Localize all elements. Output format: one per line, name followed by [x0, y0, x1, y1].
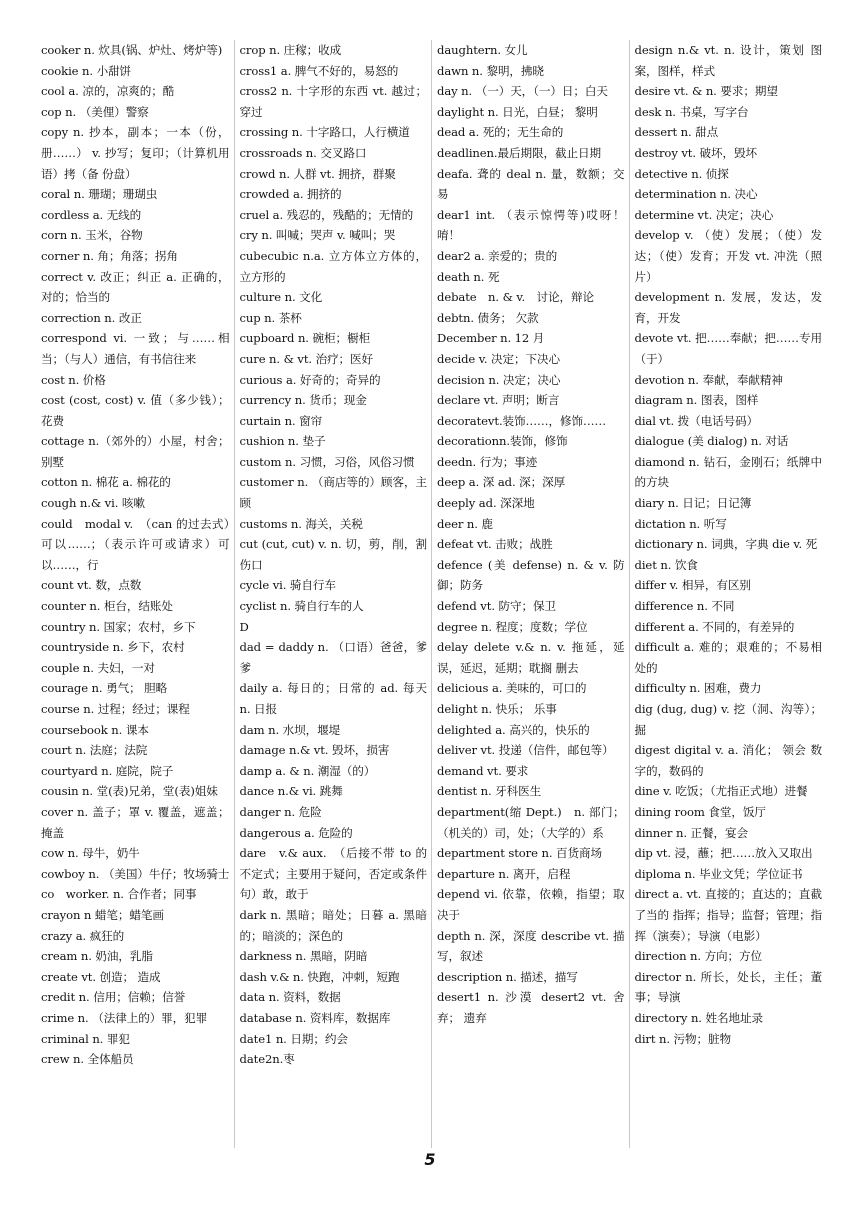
vocab-entry: curious a. 好奇的；奇异的 — [239, 372, 381, 387]
vocab-entry: cookie n. 小甜饼 — [41, 63, 132, 78]
vocab-entry: dare v.& aux. （后接不带 to 的不定式；主要用于疑问，否定或条件句）敢，敢于 — [239, 846, 427, 902]
vocab-entry: damp a. & n. 潮湿（的） — [239, 763, 376, 778]
vocab-entry: daughtern. 女儿 — [437, 43, 528, 57]
vocab-entry: crowded a. 拥挤的 — [239, 187, 342, 202]
vocab-entry: database n. 资料库，数据库 — [239, 1010, 391, 1025]
vocab-entry: department(缩 Dept.) n. 部门；（机关的）司，处；（大学的）系 — [437, 804, 625, 840]
vocab-entry: country n. 国家；农村，乡下 — [41, 619, 196, 634]
vocab-entry: deliver vt. 投递（信件，邮包等） — [437, 743, 614, 758]
vocab-entry: correction n. 改正 — [41, 310, 142, 325]
vocab-entry: crime n. （法律上的）罪，犯罪 — [41, 1010, 208, 1025]
vocab-entry: deep a. 深 ad. 深；深厚 — [437, 475, 566, 490]
vocab-entry: dessert n. 甜点 — [634, 125, 719, 140]
vocab-entry: cycle vi. 骑自行车 — [239, 578, 336, 593]
vocab-entry: corn n. 玉米，谷物 — [41, 228, 143, 243]
vocab-entry: crayon n 蜡笔；蜡笔画 — [41, 907, 164, 922]
vocab-entry: delay delete v.& n. v. 拖延，延误，延迟，延期；耽搁 删去 — [437, 640, 625, 675]
vocab-entry: count vt. 数，点数 — [41, 578, 142, 593]
vocab-entry: cyclist n. 骑自行车的人 — [239, 599, 364, 614]
vocab-entry: date2n.枣 — [239, 1052, 295, 1067]
vocab-entry: danger n. 危险 — [239, 804, 322, 819]
vocab-entry: delighted a. 高兴的，快乐的 — [437, 722, 590, 737]
vocab-entry: deafa. 聋的 deal n. 量，数额；交易 — [437, 166, 625, 202]
vocab-entry: cry n. 叫喊；哭声 v. 喊叫；哭 — [239, 228, 396, 243]
vocab-entry: correspond vi. 一致；与……相当；（与人）通信，有书信往来 — [41, 331, 230, 366]
vocab-entry: course n. 过程；经过；课程 — [41, 702, 190, 716]
vocab-entry: different a. 不同的，有差异的 — [634, 619, 795, 634]
column-4 — [629, 40, 827, 1148]
vocab-entry: dirt n. 污物；脏物 — [634, 1031, 732, 1046]
vocab-entry: dangerous a. 危险的 — [239, 825, 353, 840]
section-letter-heading: D — [239, 619, 249, 634]
vocab-entry: dance n.& vi. 跳舞 — [239, 784, 343, 799]
vocab-entry: debtn. 债务； 欠款 — [437, 310, 539, 325]
vocab-entry: difficulty n. 困难，费力 — [634, 681, 762, 696]
vocab-entry: digest digital v. a. 消化； 领会 数字的，数码的 — [634, 743, 822, 778]
vocab-entry: damage n.& vt. 毁坏，损害 — [239, 743, 390, 758]
vocab-entry: dial vt. 拨（电话号码） — [634, 413, 759, 428]
vocab-entry: dark n. 黑暗；暗处；日暮 a. 黑暗的；暗淡的；深色的 — [239, 907, 427, 943]
column-2 — [234, 40, 432, 1148]
vocab-entry: coral n. 珊瑚；珊瑚虫 — [41, 187, 158, 202]
vocab-entry: design n.& vt. n. 设计，策划 图案，图样，样式 — [634, 43, 822, 78]
vocab-entry: departure n. 离开，启程 — [437, 866, 571, 881]
vocab-entry: diamond n. 钻石，金刚石；纸牌中的方块 — [634, 454, 822, 490]
vocab-entry: destroy vt. 破坏，毁坏 — [634, 145, 757, 160]
vocab-entry: courage n. 勇气； 胆略 — [41, 681, 168, 696]
vocab-entry: determine vt. 决定；决心 — [634, 207, 774, 222]
vocab-entry: desire vt. & n. 要求；期望 — [634, 84, 778, 99]
vocab-entry: culture n. 文化 — [239, 290, 323, 305]
vocab-entry: cost n. 价格 — [41, 372, 106, 387]
vocab-entry: custom n. 习惯，习俗，风俗习惯 — [239, 454, 415, 469]
vocab-entry: decorationn.装饰，修饰 — [437, 434, 568, 449]
vocab-entry: cross1 a. 脾气不好的，易怒的 — [239, 63, 399, 78]
vocab-entry: cop n. （美俚）警察 — [41, 104, 149, 119]
vocab-entry: diploma n. 毕业文凭；学位证书 — [634, 866, 803, 881]
vocab-entry: cover n. 盖子；罩 v. 覆盖，遮盖；掩盖 — [41, 804, 230, 840]
vocab-entry: cousin n. 堂(表)兄弟，堂(表)姐妹 — [41, 784, 218, 799]
vocab-entry: defence (美 defense) n. & v. 防御；防务 — [437, 557, 625, 593]
vocab-entry: cushion n. 垫子 — [239, 434, 326, 449]
vocab-entry: dentist n. 牙科医生 — [437, 784, 542, 799]
vocab-entry: defend vt. 防守；保卫 — [437, 599, 556, 614]
vocab-entry: cupboard n. 碗柜；橱柜 — [239, 331, 370, 346]
vocab-entry: cool a. 凉的，凉爽的；酷 — [41, 84, 175, 99]
vocab-entry: co worker. n. 合作者；同事 — [41, 887, 197, 902]
vocab-entry: dinner n. 正餐，宴会 — [634, 825, 748, 840]
vocab-entry: daily a. 每日的；日常的 ad. 每天 n. 日报 — [239, 681, 427, 716]
vocab-entry: desert1 n. 沙漠 desert2 vt. 舍弃； 遗弃 — [437, 990, 625, 1025]
vocab-entry: cure n. & vt. 治疗；医好 — [239, 351, 374, 366]
vocab-entry: dialogue (美 dialog) n. 对话 — [634, 434, 789, 449]
vocab-entry: crop n. 庄稼；收成 — [239, 43, 342, 57]
vocab-entry: diary n. 日记；日记簿 — [634, 496, 752, 511]
vocab-entry: correct v. 改正；纠正 a. 正确的，对的；恰当的 — [41, 269, 230, 305]
vocab-entry: differ v. 相异，有区别 — [634, 578, 751, 593]
vocab-entry: dictation n. 听写 — [634, 516, 727, 531]
vocab-entry: dad = daddy n. （口语）爸爸，爹爹 — [239, 640, 427, 675]
dictionary-columns — [36, 40, 826, 1148]
vocab-entry: copy n. 抄本，副本；一本（份，册……） v. 抄写；复印；（计算机用语）拷（备 份盘） — [41, 125, 230, 181]
vocab-entry: customer n. （商店等的）顾客，主顾 — [239, 475, 427, 511]
vocab-entry: countryside n. 乡下，农村 — [41, 640, 185, 655]
vocab-entry: dawn n. 黎明，拂晓 — [437, 63, 544, 78]
vocab-entry: darkness n. 黑暗，阴暗 — [239, 949, 368, 964]
vocab-entry: description n. 描述，描写 — [437, 969, 578, 984]
vocab-entry: direction n. 方向；方位 — [634, 949, 763, 964]
vocab-entry: decision n. 决定；决心 — [437, 372, 561, 387]
vocab-entry: date1 n. 日期；约会 — [239, 1031, 348, 1046]
vocab-entry: cowboy n. （美国）牛仔；牧场骑士 — [41, 866, 230, 881]
vocab-entry: diet n. 饮食 — [634, 557, 698, 572]
vocab-entry: dear2 a. 亲爱的；贵的 — [437, 248, 558, 263]
vocab-entry: director n. 所长，处长，主任；董事；导演 — [634, 969, 822, 1005]
vocab-entry: cut (cut, cut) v. n. 切，剪，削，割 伤口 — [239, 537, 427, 572]
vocab-entry: demand vt. 要求 — [437, 763, 529, 778]
vocab-entry: data n. 资料，数据 — [239, 990, 341, 1005]
vocab-entry: cotton n. 棉花 a. 棉花的 — [41, 475, 171, 490]
vocab-entry: devotion n. 奉献，奉献精神 — [634, 372, 783, 387]
vocab-entry: development n. 发展，发达，发育，开发 — [634, 290, 822, 325]
vocab-entry: desk n. 书桌，写字台 — [634, 104, 749, 119]
vocab-entry: defeat vt. 击败；战胜 — [437, 537, 553, 552]
vocab-entry: crossroads n. 交叉路口 — [239, 145, 367, 160]
vocab-entry: coursebook n. 课本 — [41, 722, 149, 737]
vocab-entry: degree n. 程度；度数；学位 — [437, 619, 588, 634]
vocab-entry: could modal v. （can 的过去式）可以……；（表示许可或请求）可以……，行 — [41, 516, 230, 572]
vocab-entry: debate n. & v. 讨论，辩论 — [437, 290, 594, 305]
column-1 — [36, 40, 234, 1148]
vocab-entry: daylight n. 日光，白昼； 黎明 — [437, 104, 598, 119]
vocab-entry: crazy a. 疯狂的 — [41, 928, 125, 943]
vocab-entry: day n. （一）天，（一）日；白天 — [437, 84, 608, 99]
vocab-entry: dead a. 死的；无生命的 — [437, 125, 564, 140]
vocab-entry: declare vt. 声明；断言 — [437, 393, 560, 408]
vocab-entry: dictionary n. 词典，字典 die v. 死 — [634, 537, 818, 552]
vocab-entry: customs n. 海关，关税 — [239, 516, 363, 531]
vocab-entry: counter n. 柜台，结账处 — [41, 599, 173, 614]
vocab-entry: death n. 死 — [437, 269, 500, 284]
page-number: 5 — [424, 1150, 436, 1169]
vocab-entry: dig (dug, dug) v. 挖（洞、沟等）；掘 — [634, 702, 822, 737]
vocab-entry: cost (cost, cost) v. 值（多少钱）；花费 — [41, 393, 230, 428]
vocab-entry: curtain n. 窗帘 — [239, 413, 323, 428]
vocab-entry: deeply ad. 深深地 — [437, 496, 535, 511]
vocab-entry: dine v. 吃饭；（尤指正式地）进餐 — [634, 784, 808, 799]
vocab-entry: cubecubic n.a. 立方体立方体的，立方形的 — [239, 248, 427, 284]
vocab-entry: directory n. 姓名地址录 — [634, 1010, 763, 1025]
vocab-entry: crowd n. 人群 vt. 拥挤，群聚 — [239, 166, 396, 181]
vocab-entry: direct a. vt. 直接的；直达的；直截了当的 指挥；指导；监督；管理；指挥（演奏）；导演（电影） — [634, 887, 822, 943]
vocab-entry: crossing n. 十字路口，人行横道 — [239, 125, 410, 140]
vocab-entry: create vt. 创造； 造成 — [41, 969, 161, 984]
vocab-entry: detective n. 侦探 — [634, 166, 729, 181]
vocab-entry: difference n. 不同 — [634, 599, 735, 614]
vocab-entry: court n. 法庭；法院 — [41, 743, 148, 758]
vocab-entry: couple n. 夫妇，一对 — [41, 660, 155, 675]
vocab-entry: cross2 n. 十字形的东西 vt. 越过；穿过 — [239, 84, 427, 119]
vocab-entry: cup n. 茶杯 — [239, 310, 302, 325]
vocab-entry: crew n. 全体船员 — [41, 1052, 134, 1067]
vocab-entry: cooker n. 炊具(锅、炉灶、烤炉等) — [41, 43, 223, 57]
vocab-entry: deadlinen.最后期限，截止日期 — [437, 145, 601, 160]
vocab-entry: difficult a. 难的；艰难的；不易相处的 — [634, 640, 822, 675]
vocab-entry: deer n. 鹿 — [437, 516, 493, 531]
vocab-entry: cow n. 母牛，奶牛 — [41, 846, 140, 861]
vocab-entry: corner n. 角；角落；拐角 — [41, 248, 178, 263]
vocab-entry: courtyard n. 庭院，院子 — [41, 763, 174, 778]
vocab-entry: dam n. 水坝，堰堤 — [239, 722, 341, 737]
vocab-entry: dash v.& n. 快跑，冲刺，短跑 — [239, 969, 400, 984]
vocab-entry: currency n. 货币；现金 — [239, 393, 367, 408]
vocab-entry: cruel a. 残忍的，残酷的；无情的 — [239, 207, 414, 222]
vocab-entry: dining room 食堂，饭厅 — [634, 804, 766, 819]
vocab-entry: cottage n.（郊外的）小屋，村舍；别墅 — [41, 434, 230, 469]
vocab-entry: cordless a. 无线的 — [41, 207, 142, 222]
vocab-entry: diagram n. 图表，图样 — [634, 393, 759, 408]
vocab-entry: decoratevt.装饰……，修饰…… — [437, 413, 606, 428]
vocab-entry: dear1 int. （表示惊愕等)哎呀！唷！ — [437, 207, 625, 243]
vocab-entry: department store n. 百货商场 — [437, 846, 602, 861]
vocab-entry: decide v. 决定；下决心 — [437, 351, 560, 366]
vocab-entry: devote vt. 把……奉献；把……专用（于） — [634, 331, 822, 366]
vocab-entry: depth n. 深，深度 describe vt. 描写，叙述 — [437, 928, 625, 964]
vocab-entry: cough n.& vi. 咳嗽 — [41, 496, 145, 511]
vocab-entry: depend vi. 依靠，依赖，指望；取决于 — [437, 887, 625, 922]
vocab-entry: determination n. 决心 — [634, 187, 758, 202]
column-3 — [431, 40, 629, 1148]
vocab-entry: criminal n. 罪犯 — [41, 1031, 130, 1046]
vocab-entry: credit n. 信用；信赖；信誉 — [41, 990, 186, 1005]
vocab-entry: develop v. （使）发展；（使）发达；（使）发育；开发 vt. 冲洗（照片） — [634, 228, 822, 284]
vocab-entry: dip vt. 浸，蘸；把……放入又取出 — [634, 846, 813, 861]
vocab-entry: cream n. 奶油，乳脂 — [41, 949, 153, 964]
vocab-entry: deedn. 行为；事迹 — [437, 454, 538, 469]
vocab-entry: delight n. 快乐； 乐事 — [437, 702, 557, 716]
vocab-entry: delicious a. 美味的，可口的 — [437, 681, 587, 696]
vocab-entry: December n. 12 月 — [437, 331, 545, 346]
